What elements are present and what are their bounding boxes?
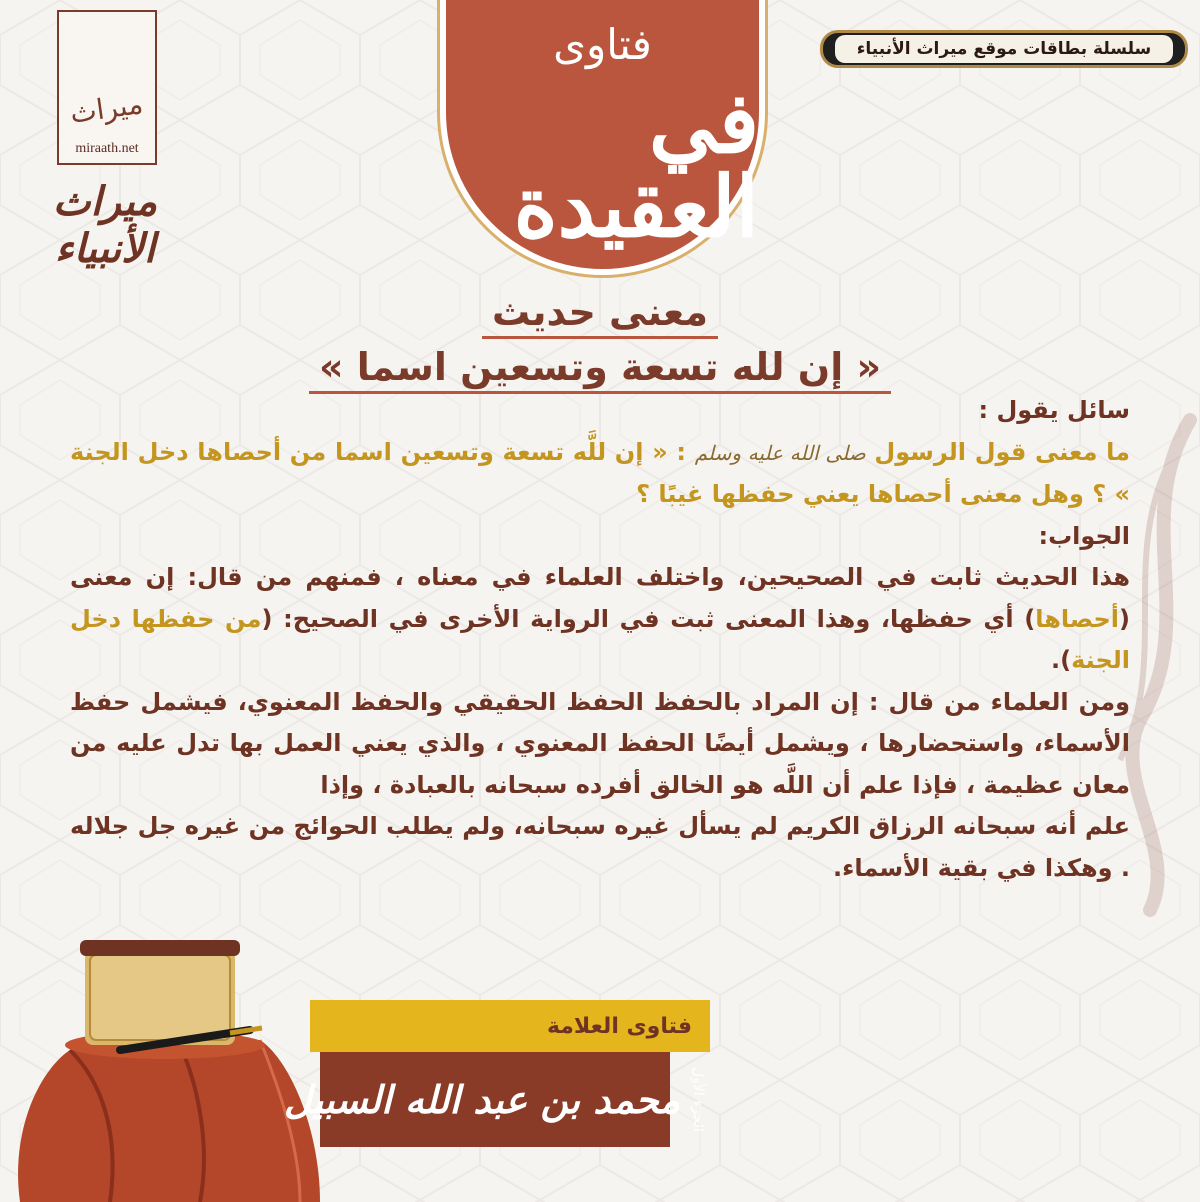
fatawa-badge [440,0,765,275]
logo-url: miraath.net [75,141,139,156]
fatawa-label: فتاوى العلامة [546,1013,692,1039]
answer-paragraph-1 [70,557,1130,682]
author-name: محمد بن عبد الله السبيل [283,1077,681,1122]
logo-name: ميراث الأنبياء [52,178,158,272]
book-illustration [0,930,340,1202]
series-banner [820,30,1188,68]
article-content [70,390,1130,889]
fatawa-label-box [310,1000,710,1052]
question-part-a: ما معنى قول الرسول [874,437,1131,466]
logo-calligraphy-icon: ميراث [68,87,146,130]
answer-label: الجواب: [1038,521,1130,550]
p1-part-c: ). [1051,646,1072,674]
title-line-1: معنى حديث [482,290,718,339]
asker-line: سائل يقول : [978,396,1130,424]
p1-part-a: هذا الحديث ثابت في الصحيحين، واختلف العلماء في معناه ، فمنهم من قال: إن معنى ( [70,563,1130,633]
badge-big-text: في العقيدة [513,73,759,256]
question-text [70,432,1130,516]
author-box [283,1052,707,1147]
p1-part-b: ) أي حفظها، وهذا المعنى ثبت في الرواية الأخرى في الصحيح: ( [261,604,1036,633]
question-part-b: : « إن للَّه تسعة وتسعين اسما من أحصاها دخل الجنة » ؟ وهل معنى أحصاها يعني حفظها غيبًا ؟ [70,437,1130,508]
logo[interactable] [57,10,157,165]
page-title [300,290,900,394]
series-banner-text: سلسلة بطاقات موقع ميراث الأنبياء [835,35,1174,63]
p1-gold-1: أحصاها [1035,604,1120,633]
answer-paragraph-3: علم أنه سبحانه الرزاق الكريم لم يسأل غيره سبحانه، ولم يطلب الحوائج من غيره جل جلاله . وهكذا في بقية الأسماء. [70,812,1130,882]
title-line-2: « إن لله تسعة وتسعين اسما » [309,345,891,394]
badge-small-text: فتاوى [553,20,652,69]
volume-label: الجزء الأول [690,1067,707,1132]
p1-gold-2: من حفظها دخل الجنة [70,604,1130,674]
salawat-text: صلى الله عليه وسلم [694,440,866,465]
answer-paragraph-2: ومن العلماء من قال : إن المراد بالحفظ الحفظ الحقيقي والحفظ المعنوي، فيشمل حفظ الأسماء، واستحضارها ، ويشمل أيضًا الحفظ المعنوي ، والذي يعني العمل بها تدل عليه من معان عظيمة ، فإذا علم أن اللَّه هو الخالق أفرده سبحانه بالعبادة ، وإذا [70,687,1130,799]
